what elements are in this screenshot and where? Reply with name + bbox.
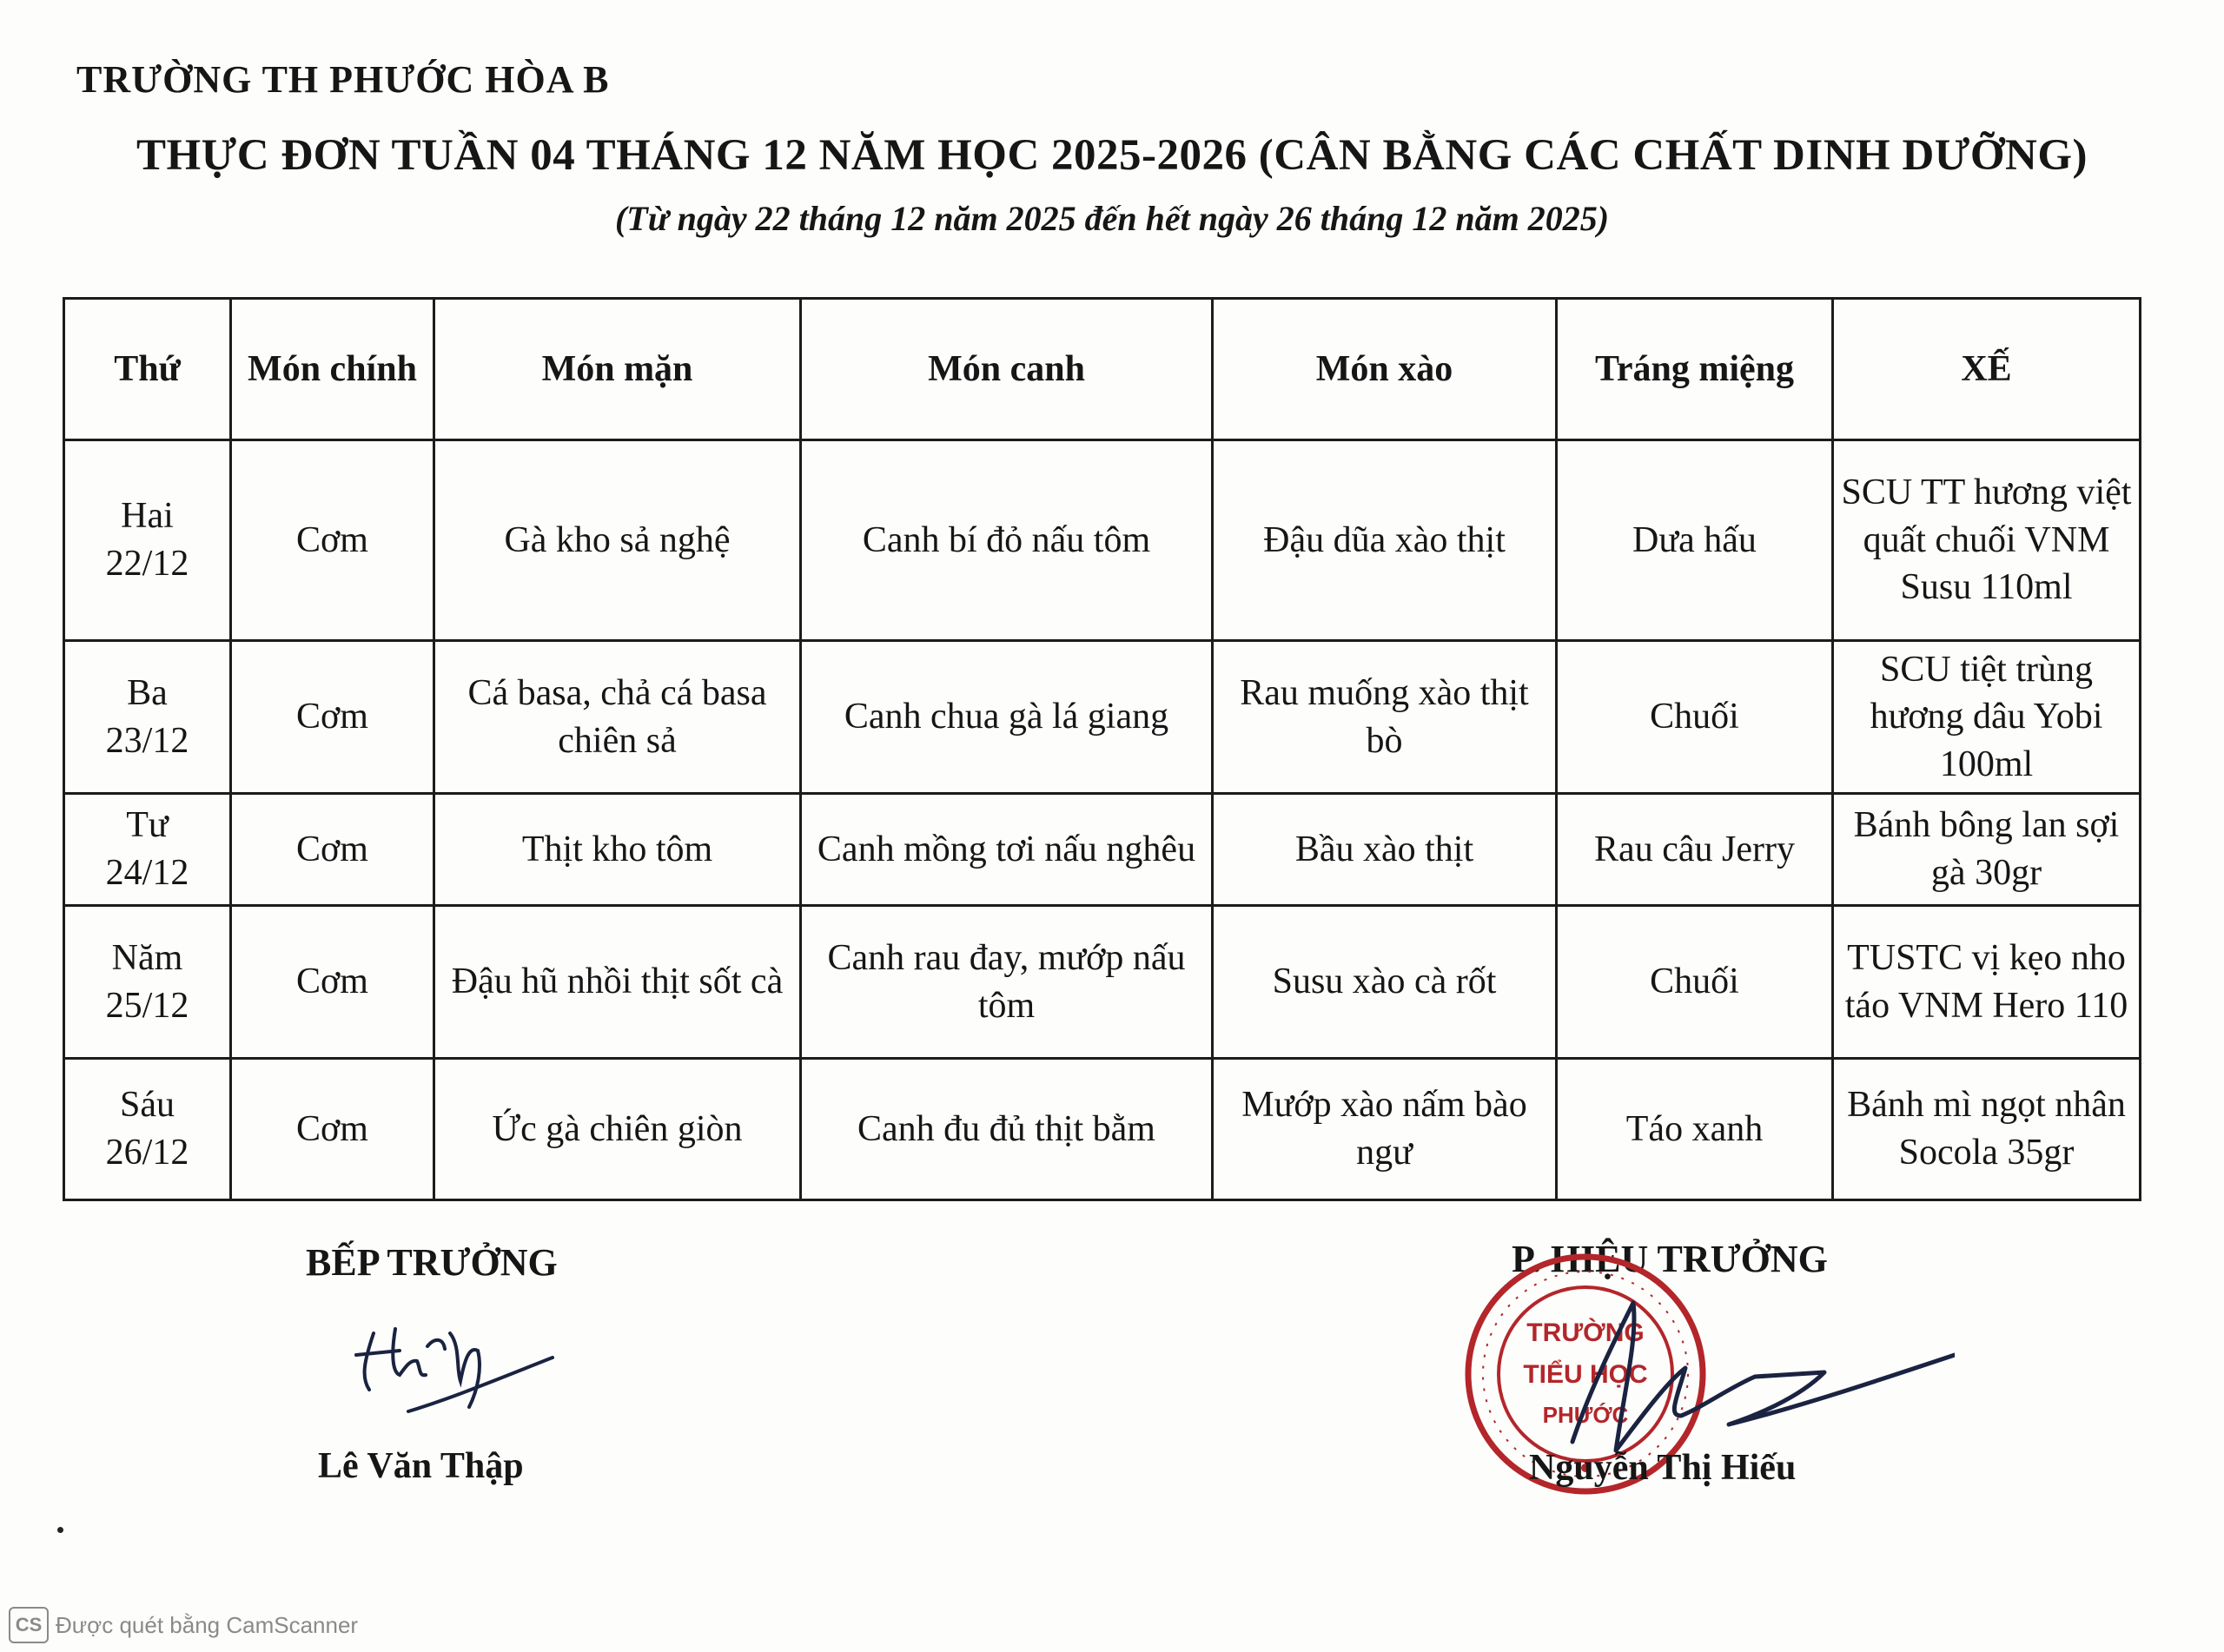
document-title: THỰC ĐƠN TUẦN 04 THÁNG 12 NĂM HỌC 2025-2026 (CÂN BẰNG CÁC CHẤT DINH DƯỠNG) [136,131,2088,180]
day-name: Năm [111,937,183,978]
snack-cell: TUSTC vị kẹo nho táo VNM Hero 110 [1833,906,2141,1059]
main-dish-cell: Cơm [231,1059,434,1200]
stray-dot [57,1527,63,1533]
chef-name: Lê Văn Thập [318,1446,524,1486]
stamp-line-2: TIỂU HỌC [1523,1360,1648,1389]
table-row [64,641,2141,794]
day-date: 24/12 [105,853,189,893]
header-dessert: Tráng miệng [1557,299,1833,440]
stamp-line-3: PHƯỚC [1542,1402,1629,1428]
day-name: Tư [126,805,169,846]
salty-dish-cell: Ức gà chiên giòn [434,1059,801,1200]
snack-cell: SCU TT hương việt quất chuối VNM Susu 110ml [1833,440,2141,641]
table-row [64,794,2141,906]
soup-cell: Canh chua gà lá giang [801,641,1213,794]
header-snack: XẾ [1833,299,2141,440]
stir-fry-cell: Bầu xào thịt [1213,794,1557,906]
table-row [64,1059,2141,1200]
camscanner-logo-icon: CS [9,1607,49,1643]
snack-cell: Bánh bông lan sợi gà 30gr [1833,794,2141,906]
day-cell [64,440,231,641]
header-salty-dish: Món mặn [434,299,801,440]
header-day: Thứ [64,299,231,440]
day-cell [64,794,231,906]
vice-principal-name: Nguyễn Thị Hiếu [1529,1448,1797,1488]
salty-dish-cell: Gà kho sả nghệ [434,440,801,641]
day-date: 23/12 [105,720,189,761]
soup-cell: Canh rau đay, mướp nấu tôm [801,906,1213,1059]
day-date: 22/12 [105,544,189,584]
day-cell [64,906,231,1059]
header-row [64,299,2141,440]
menu-table [63,297,2141,1201]
scanner-watermark [9,1607,358,1643]
stir-fry-cell: Mướp xào nấm bào ngư [1213,1059,1557,1200]
table-row [64,906,2141,1059]
header-main-dish: Món chính [231,299,434,440]
header-stir-fry: Món xào [1213,299,1557,440]
main-dish-cell: Cơm [231,794,434,906]
snack-cell: Bánh mì ngọt nhân Socola 35gr [1833,1059,2141,1200]
chef-signature [348,1307,556,1420]
day-name: Hai [121,496,174,537]
stir-fry-cell: Susu xào cà rốt [1213,906,1557,1059]
snack-cell: SCU tiệt trùng hương dâu Yobi 100ml [1833,641,2141,794]
day-date: 26/12 [105,1133,189,1173]
main-dish-cell: Cơm [231,440,434,641]
dessert-cell: Chuối [1557,906,1833,1059]
salty-dish-cell: Đậu hũ nhồi thịt sốt cà [434,906,801,1059]
day-cell [64,641,231,794]
watermark-text: Được quét bằng CamScanner [56,1611,359,1638]
salty-dish-cell: Thịt kho tôm [434,794,801,906]
stamp-line-1: TRƯỜNG [1526,1318,1645,1347]
vice-principal-title: P. HIỆU TRƯỞNG [1512,1238,1828,1280]
day-name: Sáu [120,1085,175,1126]
dessert-cell: Táo xanh [1557,1059,1833,1200]
soup-cell: Canh bí đỏ nấu tôm [801,440,1213,641]
main-dish-cell: Cơm [231,906,434,1059]
main-dish-cell: Cơm [231,641,434,794]
document-subtitle: (Từ ngày 22 tháng 12 năm 2025 đến hết ngày 26 tháng 12 năm 2025) [614,199,1610,238]
chef-title: BẾP TRƯỞNG [306,1241,558,1284]
day-name: Ba [127,672,168,713]
table-row [64,440,2141,641]
day-date: 25/12 [105,985,189,1026]
stir-fry-cell: Rau muống xào thịt bò [1213,641,1557,794]
dessert-cell: Chuối [1557,641,1833,794]
dessert-cell: Rau câu Jerry [1557,794,1833,906]
soup-cell: Canh mồng tơi nấu nghêu [801,794,1213,906]
school-name: TRƯỜNG TH PHƯỚC HÒA B [76,58,610,101]
dessert-cell: Dưa hấu [1557,440,1833,641]
soup-cell: Canh đu đủ thịt bằm [801,1059,1213,1200]
header-soup: Món canh [801,299,1213,440]
salty-dish-cell: Cá basa, chả cá basa chiên sả [434,641,801,794]
day-cell [64,1059,231,1200]
stir-fry-cell: Đậu dũa xào thịt [1213,440,1557,641]
